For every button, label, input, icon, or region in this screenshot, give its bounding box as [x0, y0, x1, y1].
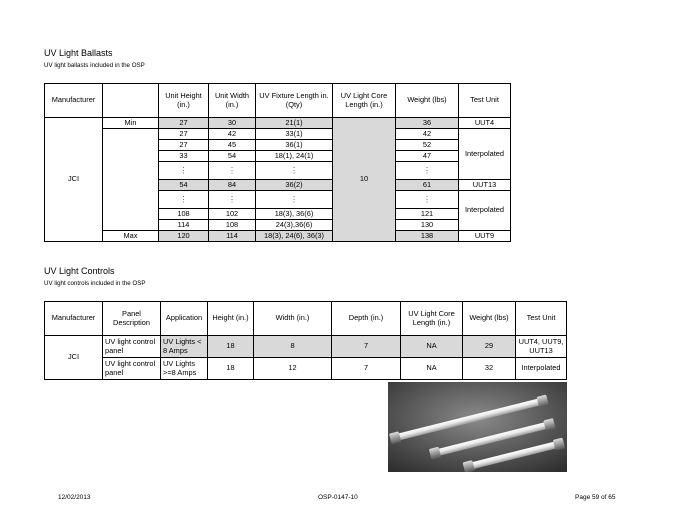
row-label: Max — [103, 231, 159, 242]
footer-doc-id: OSP-0147-10 — [318, 494, 358, 501]
row-label-blank — [103, 129, 159, 231]
header-application: Application — [161, 302, 208, 336]
cell-height: 27 — [159, 129, 209, 140]
cell-depth: 7 — [332, 336, 401, 358]
cell-weight: 29 — [463, 336, 516, 358]
cell-fixture: 21(1) — [256, 118, 333, 129]
header-fixture-length: UV Fixture Length in. (Qty) — [256, 84, 333, 118]
cell-test-interpolated: Interpolated — [459, 129, 511, 180]
cell-test: UUT4 — [459, 118, 511, 129]
cell-height: 33 — [159, 151, 209, 162]
header-test-unit: Test Unit — [516, 302, 567, 336]
header-weight: Weight (lbs) — [396, 84, 459, 118]
cell-test: UUT4, UUT9, UUT13 — [516, 336, 567, 358]
cell-core-length: 10 — [333, 118, 396, 242]
cell-fixture-ellipsis: ⋮ — [256, 162, 333, 180]
table-row — [45, 129, 511, 140]
cell-fixture: 18(3), 36(6) — [256, 209, 333, 220]
cell-fixture: 36(1) — [256, 140, 333, 151]
controls-title: UV Light Controls — [44, 266, 115, 276]
table-row — [45, 358, 567, 380]
cell-height: 18 — [208, 358, 254, 380]
cell-height: 54 — [159, 180, 209, 191]
ballasts-subtitle: UV light ballasts included in the OSP — [44, 62, 145, 69]
cell-width: 42 — [209, 129, 256, 140]
cell-fixture: 33(1) — [256, 129, 333, 140]
ballasts-header-row — [45, 84, 511, 118]
header-manufacturer: Manufacturer — [45, 84, 103, 118]
cell-fixture: 18(3), 24(6), 36(3) — [256, 231, 333, 242]
controls-subtitle: UV light controls included in the OSP — [44, 280, 146, 287]
header-core-length: UV Light Core Length (in.) — [333, 84, 396, 118]
cell-height-ellipsis: ⋮ — [159, 191, 209, 209]
cell-weight: 130 — [396, 220, 459, 231]
cell-weight: 42 — [396, 129, 459, 140]
table-row — [45, 231, 511, 242]
cell-panel: UV light control panel — [103, 336, 161, 358]
cell-test: UUT13 — [459, 180, 511, 191]
ballasts-table — [44, 83, 511, 242]
cell-test: Interpolated — [516, 358, 567, 380]
header-test-unit: Test Unit — [459, 84, 511, 118]
cell-height: 18 — [208, 336, 254, 358]
table-row — [45, 118, 511, 129]
cell-weight: 52 — [396, 140, 459, 151]
table-row — [45, 336, 567, 358]
header-manufacturer: Manufacturer — [45, 302, 103, 336]
cell-test-interpolated: Interpolated — [459, 191, 511, 231]
cell-application: UV Lights < 8 Amps — [161, 336, 208, 358]
header-width: Width (in.) — [254, 302, 332, 336]
cell-core: NA — [401, 336, 463, 358]
cell-test: UUT9 — [459, 231, 511, 242]
cell-width: 114 — [209, 231, 256, 242]
cell-height: 108 — [159, 209, 209, 220]
cell-width-ellipsis: ⋮ — [209, 162, 256, 180]
cell-width: 102 — [209, 209, 256, 220]
cell-core: NA — [401, 358, 463, 380]
header-height: Height (in.) — [208, 302, 254, 336]
cell-width: 12 — [254, 358, 332, 380]
cell-fixture: 24(3),36(6) — [256, 220, 333, 231]
cell-width: 84 — [209, 180, 256, 191]
header-core-length: UV Light Core Length (in.) — [401, 302, 463, 336]
cell-application: UV Lights >=8 Amps — [161, 358, 208, 380]
header-panel-description: Panel Description — [103, 302, 161, 336]
cell-width: 54 — [209, 151, 256, 162]
cell-weight-ellipsis: ⋮ — [396, 162, 459, 180]
cell-depth: 7 — [332, 358, 401, 380]
cell-height: 114 — [159, 220, 209, 231]
cell-height-ellipsis: ⋮ — [159, 162, 209, 180]
header-unit-width: Unit Width (in.) — [209, 84, 256, 118]
cell-weight: 32 — [463, 358, 516, 380]
controls-manufacturer: JCI — [45, 336, 103, 380]
header-depth: Depth (in.) — [332, 302, 401, 336]
cell-weight: 61 — [396, 180, 459, 191]
cell-weight: 138 — [396, 231, 459, 242]
row-label: Min — [103, 118, 159, 129]
ballasts-title: UV Light Ballasts — [44, 48, 113, 58]
cell-weight: 121 — [396, 209, 459, 220]
ballasts-manufacturer: JCI — [45, 118, 103, 242]
cell-height: 120 — [159, 231, 209, 242]
footer-date: 12/02/2013 — [58, 494, 91, 501]
cell-height: 27 — [159, 140, 209, 151]
header-blank — [103, 84, 159, 118]
uv-lights-photo — [388, 382, 567, 472]
controls-header-row — [45, 302, 567, 336]
cell-weight-ellipsis: ⋮ — [396, 191, 459, 209]
cell-width-ellipsis: ⋮ — [209, 191, 256, 209]
cell-width: 108 — [209, 220, 256, 231]
cell-height: 27 — [159, 118, 209, 129]
cell-fixture-ellipsis: ⋮ — [256, 191, 333, 209]
controls-table — [44, 301, 567, 380]
header-weight: Weight (lbs) — [463, 302, 516, 336]
cell-weight: 47 — [396, 151, 459, 162]
cell-fixture: 18(1), 24(1) — [256, 151, 333, 162]
header-unit-height: Unit Height (in.) — [159, 84, 209, 118]
cell-fixture: 36(2) — [256, 180, 333, 191]
cell-width: 30 — [209, 118, 256, 129]
cell-width: 8 — [254, 336, 332, 358]
cell-panel: UV light control panel — [103, 358, 161, 380]
cell-width: 45 — [209, 140, 256, 151]
cell-weight: 36 — [396, 118, 459, 129]
footer-page-number: Page 59 of 65 — [575, 494, 616, 501]
